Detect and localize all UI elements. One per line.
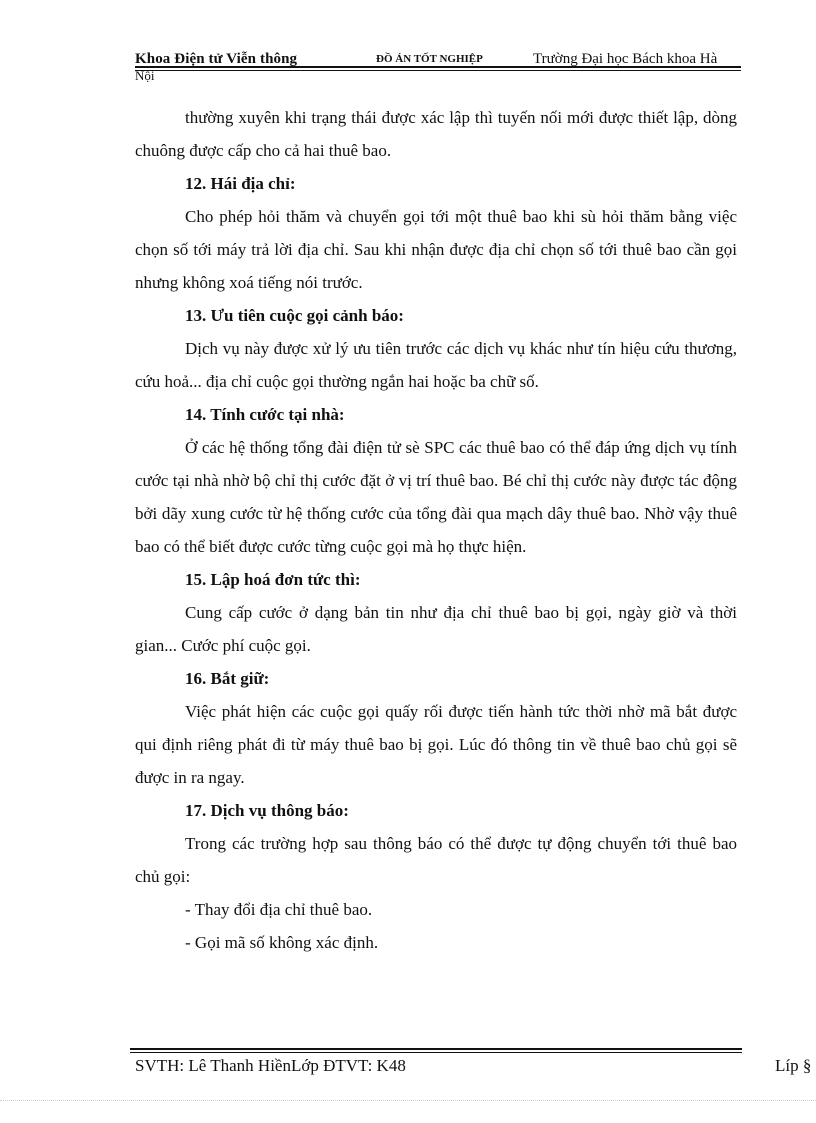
- footer-class-info: Líp §: [775, 1056, 812, 1075]
- paragraph-15: Cung cấp cước ở dạng bản tin như địa chỉ thuê bao bị gọi, ngày giờ và thời gian... Cước phí cuộc gọi.: [135, 603, 737, 655]
- paragraph-17: Trong các trường hợp sau thông báo có thể được tự động chuyển tới thuê bao chủ gọi:: [135, 834, 737, 886]
- footer-rule-thick: [130, 1048, 742, 1050]
- section-heading-13: 13. Ưu tiên cuộc gọi cảnh báo:: [185, 306, 404, 325]
- list-item: - Gọi mã số không xác định.: [185, 933, 379, 952]
- footer-rule-thin: [130, 1052, 742, 1053]
- paragraph-13: Dịch vụ này được xử lý ưu tiên trước các dịch vụ khác như tín hiệu cứu thương, cứu hoả... địa chỉ cuộc gọi thường ngắn hai hoặc ba chữ số.: [135, 339, 737, 391]
- paragraph-14: Ở các hệ thống tổng đài điện tử sè SPC các thuê bao có thể đáp ứng dịch vụ tính cước tại nhà nhờ bộ chỉ thị cước đặt ở vị trí thuê bao. Bé chỉ thị cước này được tác động bởi dãy xung cước từ hệ thống cước của tổng đài qua mạch dây thuê bao. Nhờ vậy thuê bao có thể biết được cước từng cuộc gọi mà họ thực hiện.: [135, 438, 737, 556]
- header-rule-thin: [135, 70, 741, 71]
- section-heading-15: 15. Lập hoá đơn tức thì:: [185, 570, 361, 589]
- section-heading-12: 12. Hái địa chỉ:: [185, 174, 296, 193]
- paragraph-continued: thường xuyên khi trạng thái được xác lập thì tuyến nối mới được thiết lập, dòng chuông được cấp cho cả hai thuê bao.: [135, 108, 737, 160]
- section-heading-14: 14. Tính cước tại nhà:: [185, 405, 345, 424]
- footer-student-info: SVTH: Lê Thanh HiềnLớp ĐTVT: K48: [135, 1056, 406, 1075]
- header-university: Trường Đại học Bách khoa Hà: [533, 51, 718, 67]
- page-header: [135, 46, 741, 86]
- section-heading-17: 17. Dịch vụ thông báo:: [185, 801, 349, 820]
- list-item: - Thay đổi địa chỉ thuê bao.: [185, 900, 373, 919]
- page-break-line: [0, 1100, 816, 1101]
- body-content: [135, 101, 737, 959]
- header-university-wrap: Nội: [135, 68, 155, 83]
- section-heading-16: 16. Bắt giữ:: [185, 669, 270, 688]
- header-thesis-title: ĐỒ ÁN TỐT NGHIỆP: [376, 53, 483, 65]
- paragraph-12: Cho phép hỏi thăm và chuyển gọi tới một thuê bao khi sù hỏi thăm bằng việc chọn số tới máy trả lời địa chỉ. Sau khi nhận được địa chỉ chọn số tới thuê bao cần gọi nhưng không xoá tiếng nói trước.: [135, 207, 737, 292]
- header-faculty: Khoa Điện tử Viễn thông: [135, 51, 298, 67]
- header-rule-thick: [135, 66, 741, 68]
- paragraph-16: Việc phát hiện các cuộc gọi quấy rối được tiến hành tức thời nhờ mã bắt được qui định riêng phát đi từ máy thuê bao bị gọi. Lúc đó thông tin về thuê bao chủ gọi sẽ được in ra ngay.: [135, 702, 737, 787]
